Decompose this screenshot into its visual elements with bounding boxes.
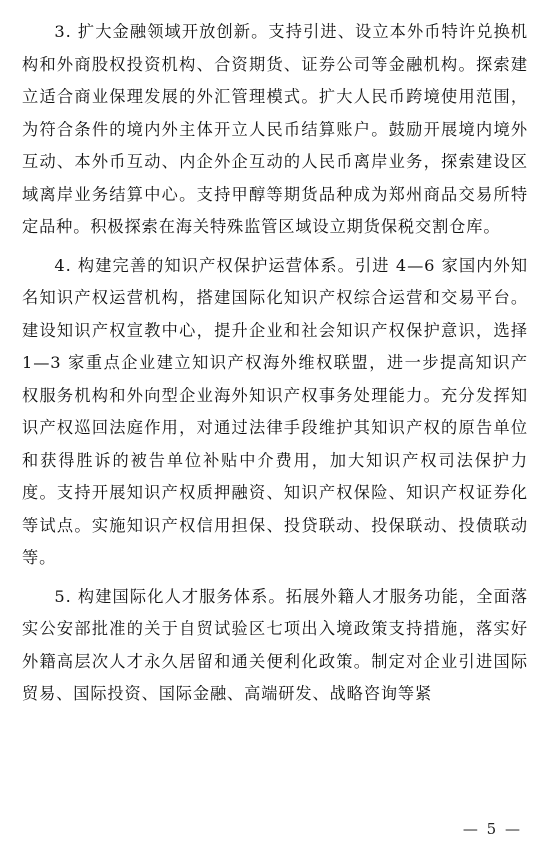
page-number: — 5 — [462, 820, 522, 838]
paragraph-financial-opening: 3. 扩大金融领域开放创新。支持引进、设立本外币特许兑换机构和外商股权投资机构、合资期货、证券公司等金融机构。探索建立适合商业保理发展的外汇管理模式。扩大人民币跨境使用范围，为符合条件的境内外主体开立人民币结算账户。鼓励开展境内境外互动、本外币互动、内企外企互动的人民币离岸业务，探索建设区域离岸业务结算中心。支持甲醇等期货品种成为郑州商品交易所特定品种。积极探索在海关特殊监管区域设立期货保税交割仓库。 [22, 22, 528, 236]
paragraph-talent-services: 5. 构建国际化人才服务体系。拓展外籍人才服务功能，全面落实公安部批准的关于自贸试验区七项出入境政策支持措施，落实好外籍高层次人才永久居留和通关便利化政策。制定对企业引进国际贸易、国际投资、国际金融、高端研发、战略咨询等紧 [22, 586, 528, 703]
document-body [22, 16, 528, 717]
paragraph-ip-protection: 4. 构建完善的知识产权保护运营体系。引进 4—6 家国内外知名知识产权运营机构，搭建国际化知识产权综合运营和交易平台。建设知识产权宣教中心，提升企业和社会知识产权保护意识，选择 1—3 家重点企业建立知识产权海外维权联盟，进一步提高知识产权服务机构和外向型企业海外知识产权事务处理能力。充分发挥知识产权巡回法庭作用，对通过法律手段维护其知识产权的原告单位和获得胜诉的被告单位补贴中介费用，加大知识产权司法保护力度。支持开展知识产权质押融资、知识产权保险、知识产权证券化等试点。实施知识产权信用担保、投贷联动、投保联动、投债联动等。 [22, 255, 528, 567]
